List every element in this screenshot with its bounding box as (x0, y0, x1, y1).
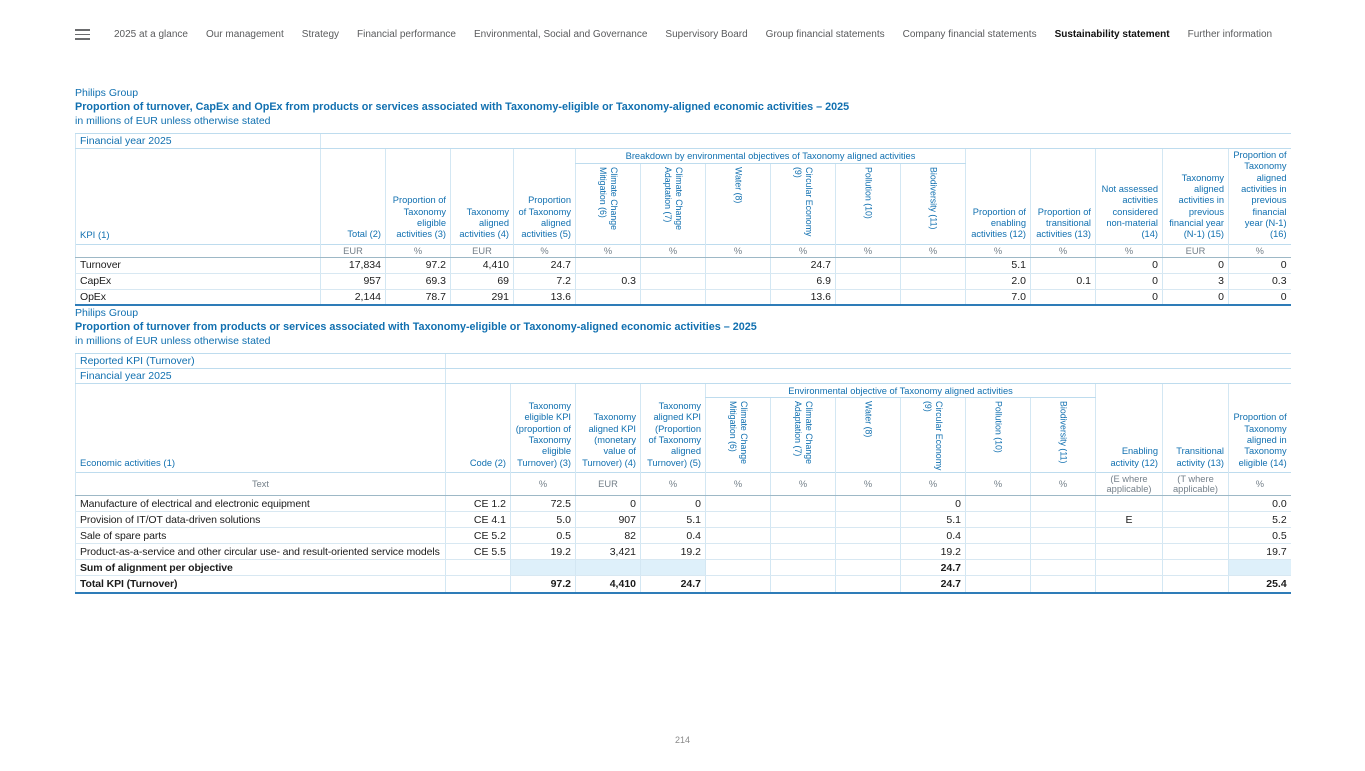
table-cell: E (1096, 512, 1163, 528)
table2-subtitle: in millions of EUR unless otherwise stated (75, 335, 271, 347)
table-cell (1031, 544, 1096, 560)
table2-title: Proportion of turnover from products or services associated with Taxonomy-eligible or Taxonomy-aligned economic activities – 2025 (75, 321, 757, 333)
unit-cell (76, 244, 321, 257)
table-row (76, 544, 1291, 560)
unit-cell: (T where applicable) (1163, 473, 1229, 496)
prelim-label: Financial year 2025 (76, 134, 321, 149)
table-cell (1163, 528, 1229, 544)
table-cell: 19.2 (511, 544, 576, 560)
table-cell: 6.9 (771, 273, 836, 289)
column-header: Total (2) (321, 149, 386, 245)
table-cell (1096, 576, 1163, 593)
table-cell: 19.7 (1229, 544, 1291, 560)
nav-item-sustainability-statement[interactable]: Sustainability statement (1054, 29, 1170, 40)
column-header: Transitional activity (13) (1163, 384, 1229, 473)
table-cell: CE 5.5 (446, 544, 511, 560)
column-header: Proportion of Taxonomy aligned activities (5) (514, 149, 576, 245)
unit-cell: % (1031, 244, 1096, 257)
objective-column-header (706, 164, 771, 245)
row-label: Manufacture of electrical and electronic equipment (76, 496, 446, 512)
prelim-row (76, 369, 1291, 384)
objective-column-header (1031, 398, 1096, 473)
unit-cell: EUR (321, 244, 386, 257)
table-cell (836, 544, 901, 560)
table-cell: 0 (901, 496, 966, 512)
table-cell (1031, 512, 1096, 528)
nav-item-financial-performance[interactable]: Financial performance (357, 29, 456, 40)
column-header: Proportion of Taxonomy eligible activities (3) (386, 149, 451, 245)
table-cell: 7.0 (966, 289, 1031, 305)
table-row (76, 576, 1291, 593)
table-cell: 0.0 (1229, 496, 1291, 512)
nav-item-supervisory-board[interactable]: Supervisory Board (665, 29, 748, 40)
table-cell (446, 560, 511, 576)
table-cell: 4,410 (451, 257, 514, 273)
prelim-row (76, 354, 1291, 369)
table-cell (771, 528, 836, 544)
nav-item-group-financial-statements[interactable]: Group financial statements (765, 29, 885, 40)
taxonomy-kpi-table (75, 133, 1290, 306)
unit-cell: % (641, 244, 706, 257)
table-cell: CE 5.2 (446, 528, 511, 544)
unit-cell: Text (76, 473, 446, 496)
table-cell: 957 (321, 273, 386, 289)
table-cell (1096, 528, 1163, 544)
table-cell (1096, 544, 1163, 560)
objective-column-header (771, 398, 836, 473)
objective-label: Biodiversity (11) (1058, 401, 1069, 464)
table-cell (966, 560, 1031, 576)
table-cell: 5.1 (901, 512, 966, 528)
table-cell (576, 560, 641, 576)
table-cell (836, 257, 901, 273)
table-cell (771, 560, 836, 576)
table-cell: 97.2 (511, 576, 576, 593)
table-cell (966, 544, 1031, 560)
table-cell (836, 273, 901, 289)
unit-cell: % (836, 473, 901, 496)
unit-cell (446, 473, 511, 496)
table-cell (771, 496, 836, 512)
table-cell (576, 257, 641, 273)
table-cell (771, 512, 836, 528)
table-cell: CE 4.1 (446, 512, 511, 528)
table1-title: Proportion of turnover, CapEx and OpEx from products or services associated with Taxonomy-eligible or Taxonomy-aligned economic activities – 2025 (75, 101, 850, 113)
header-row (76, 384, 1291, 398)
unit-cell: % (576, 244, 641, 257)
units-row (76, 244, 1291, 257)
turnover-activities-section (75, 306, 1290, 594)
table-cell: 0 (1096, 257, 1163, 273)
table-cell: 0 (1163, 289, 1229, 305)
table-cell: 907 (576, 512, 641, 528)
column-header: Proportion of Taxonomy aligned in Taxonomy eligible (14) (1229, 384, 1291, 473)
objective-label: Biodiversity (11) (928, 167, 939, 230)
data-table (75, 133, 1291, 306)
table1-subtitle: in millions of EUR unless otherwise stated (75, 115, 271, 127)
table-cell (1229, 560, 1291, 576)
table-row (76, 560, 1291, 576)
column-header: Taxonomy aligned KPI (Proportion of Taxonomy aligned Turnover) (5) (641, 384, 706, 473)
table-row (76, 528, 1291, 544)
objectives-group-header: Environmental objective of Taxonomy aligned activities (706, 384, 1096, 398)
table-cell (966, 512, 1031, 528)
table-cell: 97.2 (386, 257, 451, 273)
table-cell: 3 (1163, 273, 1229, 289)
table-cell (641, 560, 706, 576)
table-cell: 5.2 (1229, 512, 1291, 528)
unit-cell: % (771, 244, 836, 257)
column-header: Proportion of enabling activities (12) (966, 149, 1031, 245)
table-cell: 4,410 (576, 576, 641, 593)
table-cell: 19.2 (901, 544, 966, 560)
table-cell: 82 (576, 528, 641, 544)
table-cell: 291 (451, 289, 514, 305)
table2-group-name: Philips Group (75, 307, 139, 319)
prelim-spacer (446, 369, 1291, 384)
header-row (76, 149, 1291, 164)
table-cell: 0 (1229, 289, 1291, 305)
table-cell (836, 512, 901, 528)
table-cell: 72.5 (511, 496, 576, 512)
table-cell (641, 273, 706, 289)
objective-column-header (771, 164, 836, 245)
table-cell: 5.1 (641, 512, 706, 528)
unit-cell: % (966, 244, 1031, 257)
table1-group-name: Philips Group (75, 87, 139, 99)
row-label: CapEx (76, 273, 321, 289)
unit-cell: % (901, 473, 966, 496)
table-cell (1031, 528, 1096, 544)
turnover-activities-table (75, 353, 1290, 594)
table-cell (1163, 496, 1229, 512)
table-cell: 13.6 (514, 289, 576, 305)
table-cell (836, 560, 901, 576)
unit-cell: % (1229, 473, 1291, 496)
menu-icon[interactable] (75, 29, 90, 40)
table-cell: 19.2 (641, 544, 706, 560)
table-cell: 24.7 (901, 576, 966, 593)
first-column-header: KPI (1) (76, 149, 321, 245)
column-header: Taxonomy aligned activities in previous financial year (N-1) (15) (1163, 149, 1229, 245)
table-cell (1031, 289, 1096, 305)
table-cell (706, 560, 771, 576)
table-row (76, 289, 1291, 305)
unit-cell: % (1096, 244, 1163, 257)
nav-item-further-information[interactable]: Further information (1187, 29, 1273, 40)
unit-cell: % (966, 473, 1031, 496)
table-cell: 5.0 (511, 512, 576, 528)
column-header: Code (2) (446, 384, 511, 473)
objective-column-header (706, 398, 771, 473)
table-row (76, 512, 1291, 528)
objective-column-header (836, 398, 901, 473)
table-cell: 2,144 (321, 289, 386, 305)
table-cell (966, 496, 1031, 512)
objective-column-header (966, 398, 1031, 473)
table-cell (1096, 496, 1163, 512)
table-cell (901, 289, 966, 305)
nav-item-2025-at-a-glance[interactable]: 2025 at a glance (114, 29, 188, 40)
units-row (76, 473, 1291, 496)
table-cell (641, 257, 706, 273)
table-cell (836, 289, 901, 305)
table-cell: 24.7 (901, 560, 966, 576)
data-table (75, 353, 1291, 594)
table-cell: CE 1.2 (446, 496, 511, 512)
table-cell: 0 (576, 496, 641, 512)
row-label: Product-as-a-service and other circular use- and result-oriented service models (76, 544, 446, 560)
table-cell: 78.7 (386, 289, 451, 305)
nav-item-company-financial-statements[interactable]: Company financial statements (902, 29, 1037, 40)
table-cell (1031, 257, 1096, 273)
column-header: Taxonomy aligned KPI (monetary value of Turnover) (4) (576, 384, 641, 473)
table-cell: 7.2 (514, 273, 576, 289)
objectives-group-header: Breakdown by environmental objectives of Taxonomy aligned activities (576, 149, 966, 164)
table-cell (446, 576, 511, 593)
row-label: Provision of IT/OT data-driven solutions (76, 512, 446, 528)
table-cell: 0.5 (511, 528, 576, 544)
prelim-label: Reported KPI (Turnover) (76, 354, 446, 369)
table-cell: 69.3 (386, 273, 451, 289)
unit-cell: % (771, 473, 836, 496)
prelim-spacer (321, 134, 1291, 149)
table-cell (706, 496, 771, 512)
unit-cell: % (386, 244, 451, 257)
kpi-summary-section (75, 86, 1290, 306)
table-cell: 0.3 (576, 273, 641, 289)
objective-column-header (901, 398, 966, 473)
row-label: Sale of spare parts (76, 528, 446, 544)
table-cell (836, 496, 901, 512)
table-cell (966, 576, 1031, 593)
unit-cell: % (901, 244, 966, 257)
table-cell (706, 273, 771, 289)
row-label: Turnover (76, 257, 321, 273)
table-cell (1031, 560, 1096, 576)
unit-cell: EUR (576, 473, 641, 496)
unit-cell: % (1229, 244, 1291, 257)
nav-item-our-management[interactable]: Our management (205, 29, 284, 40)
table-cell (901, 257, 966, 273)
unit-cell: (E where applicable) (1096, 473, 1163, 496)
objective-column-header (576, 164, 641, 245)
column-header: Proportion of Taxonomy aligned activities in previous financial year (N-1) (16) (1229, 149, 1291, 245)
unit-cell: EUR (1163, 244, 1229, 257)
column-header: Not assessed activities considered non-material (14) (1096, 149, 1163, 245)
objective-label: Climate Change Mitigation (6) (598, 167, 619, 231)
table-cell (706, 289, 771, 305)
first-column-header: Economic activities (1) (76, 384, 446, 473)
prelim-spacer (446, 354, 1291, 369)
table-cell: 25.4 (1229, 576, 1291, 593)
table-cell (1163, 512, 1229, 528)
unit-cell: EUR (451, 244, 514, 257)
table-cell: 0.1 (1031, 273, 1096, 289)
unit-cell: % (706, 244, 771, 257)
table-cell: 2.0 (966, 273, 1031, 289)
table-cell: 0.5 (1229, 528, 1291, 544)
table-cell (1163, 544, 1229, 560)
objective-column-header (901, 164, 966, 245)
table-row (76, 257, 1291, 273)
column-header: Taxonomy eligible KPI (proportion of Taxonomy eligible Turnover) (3) (511, 384, 576, 473)
prelim-row (76, 134, 1291, 149)
table-cell (641, 289, 706, 305)
unit-cell: % (706, 473, 771, 496)
table-cell (966, 528, 1031, 544)
table-cell: 0 (1163, 257, 1229, 273)
table-cell: 5.1 (966, 257, 1031, 273)
unit-cell: % (836, 244, 901, 257)
nav-item-environmental-social-and-governance[interactable]: Environmental, Social and Governance (473, 29, 648, 40)
nav-items (114, 29, 1272, 40)
table-cell: 13.6 (771, 289, 836, 305)
table-cell: 0 (641, 496, 706, 512)
table-cell (836, 528, 901, 544)
column-header: Taxonomy aligned activities (4) (451, 149, 514, 245)
table-cell: 0.4 (901, 528, 966, 544)
column-header: Enabling activity (12) (1096, 384, 1163, 473)
table-cell (706, 576, 771, 593)
table-cell: 24.7 (514, 257, 576, 273)
objective-label: Circular Economy (9) (923, 401, 944, 471)
objective-label: Climate Change Adaptation (7) (793, 401, 814, 465)
table-row (76, 273, 1291, 289)
table-cell: 69 (451, 273, 514, 289)
table-cell: 24.7 (641, 576, 706, 593)
unit-cell: % (511, 473, 576, 496)
unit-cell: % (641, 473, 706, 496)
table-cell (836, 576, 901, 593)
column-header: Proportion of transitional activities (13) (1031, 149, 1096, 245)
table-cell (706, 257, 771, 273)
objective-label: Water (8) (733, 167, 744, 204)
table-cell: 3,421 (576, 544, 641, 560)
table-cell (901, 273, 966, 289)
objective-label: Climate Change Adaptation (7) (663, 167, 684, 231)
objective-label: Pollution (10) (993, 401, 1004, 453)
page-number: 214 (674, 735, 691, 745)
table-cell (576, 289, 641, 305)
table-cell: 0.3 (1229, 273, 1291, 289)
prelim-label: Financial year 2025 (76, 369, 446, 384)
objective-label: Circular Economy (9) (793, 167, 814, 237)
objective-label: Climate Change Mitigation (6) (728, 401, 749, 465)
table-cell (1031, 576, 1096, 593)
table-cell (1031, 496, 1096, 512)
row-label: Total KPI (Turnover) (76, 576, 446, 593)
table-cell (1163, 576, 1229, 593)
top-nav (75, 29, 1305, 40)
table-row (76, 496, 1291, 512)
nav-item-strategy[interactable]: Strategy (301, 29, 340, 40)
table-cell: 0 (1096, 289, 1163, 305)
objective-column-header (836, 164, 901, 245)
table-cell: 0.4 (641, 528, 706, 544)
objective-column-header (641, 164, 706, 245)
objective-label: Pollution (10) (863, 167, 874, 219)
table-cell (511, 560, 576, 576)
table-cell (706, 544, 771, 560)
table-cell (706, 528, 771, 544)
objective-label: Water (8) (863, 401, 874, 438)
table-cell (1163, 560, 1229, 576)
table-cell: 24.7 (771, 257, 836, 273)
unit-cell: % (514, 244, 576, 257)
unit-cell: % (1031, 473, 1096, 496)
row-label: Sum of alignment per objective (76, 560, 446, 576)
table-cell (771, 544, 836, 560)
table-cell: 0 (1229, 257, 1291, 273)
table-cell (706, 512, 771, 528)
table-cell: 0 (1096, 273, 1163, 289)
table-cell: 17,834 (321, 257, 386, 273)
row-label: OpEx (76, 289, 321, 305)
table-cell (771, 576, 836, 593)
table-cell (1096, 560, 1163, 576)
